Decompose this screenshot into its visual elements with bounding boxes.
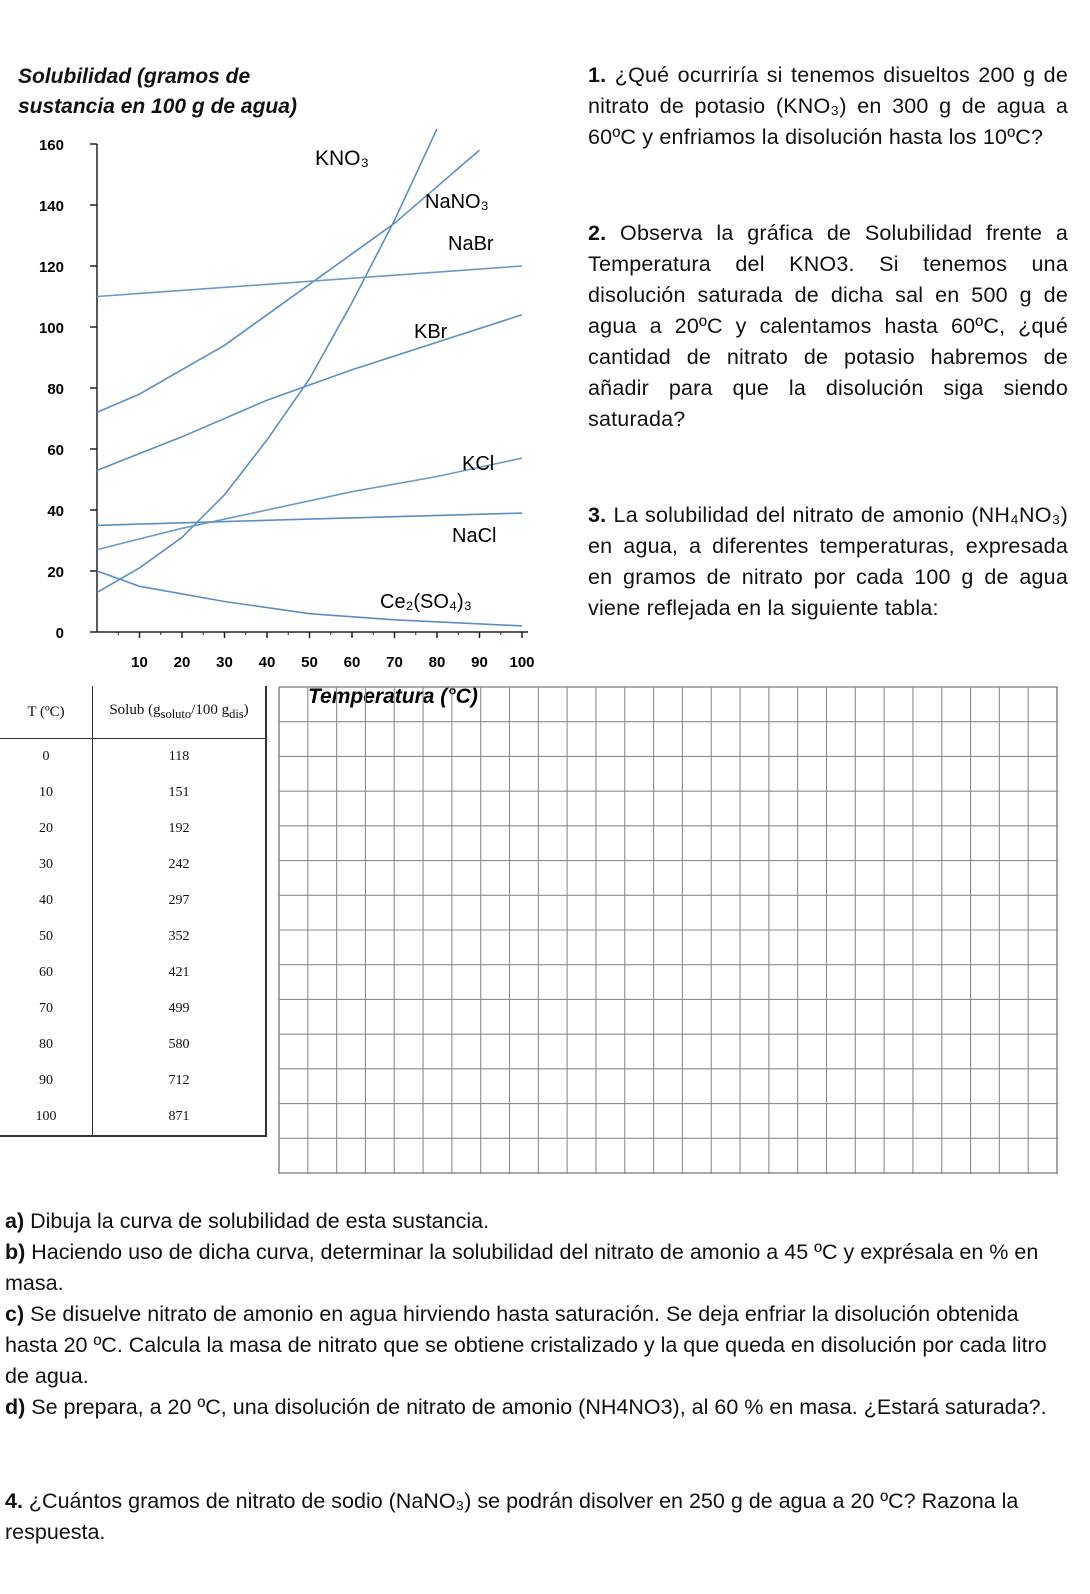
question-2 xyxy=(588,218,1068,435)
part-a-label: a) xyxy=(5,1209,25,1233)
question-2-number: 2. xyxy=(588,221,607,245)
table-cell-solubility: 118 xyxy=(93,739,267,776)
part-b-label: b) xyxy=(5,1240,26,1264)
y-tick-label: 20 xyxy=(47,564,64,581)
table-cell-solubility: 712 xyxy=(93,1063,267,1099)
x-tick-label: 20 xyxy=(173,654,191,671)
table-cell-temperature: 60 xyxy=(0,955,93,991)
question-2-text: Observa la gráfica de Solubilidad frente a Temperatura del KNO3. Si tenemos una disolución saturada de dicha sal en 500 g de agua a 20ºC y calentamos hasta 60ºC, ¿qué cantidad de nitrato de potasio habremos de añadir para que la disolución siga siendo saturada? xyxy=(588,221,1068,431)
table-row xyxy=(0,991,266,1027)
table-cell-solubility: 151 xyxy=(93,775,267,811)
series-line-nano3 xyxy=(97,150,480,412)
table-cell-temperature: 40 xyxy=(0,883,93,919)
table-cell-temperature: 50 xyxy=(0,919,93,955)
header-solubility: Solub ($g_{soluto}/100$ $g_{dis}$) xyxy=(93,686,267,739)
series-line-nabr xyxy=(97,266,522,297)
graph-paper-grid[interactable] xyxy=(278,686,1060,1176)
x-tick-label: 70 xyxy=(386,654,403,671)
table-row xyxy=(0,775,266,811)
question-3-number: 3. xyxy=(588,503,607,527)
x-tick-label: 50 xyxy=(301,654,318,671)
table-cell-solubility: 192 xyxy=(93,811,267,847)
question-4-number: 4. xyxy=(5,1489,23,1513)
series-line-kbr xyxy=(97,315,522,471)
series-label-nano3: NaNO₃ xyxy=(425,191,489,213)
question-1-number: 1. xyxy=(588,63,607,87)
table-cell-temperature: 10 xyxy=(0,775,93,811)
part-c-text: Se disuelve nitrato de amonio en agua hirviendo hasta saturación. Se deja enfriar la disolución obtenida hasta 20 ºC. Calcula la masa de nitrato que se obtiene cristalizado y la que queda en disolución por cada litro de agua. xyxy=(5,1302,1047,1388)
series-line-kno3 xyxy=(97,129,437,593)
table-cell-solubility: 499 xyxy=(93,991,267,1027)
table-row xyxy=(0,1063,266,1099)
part-d xyxy=(5,1392,1075,1423)
y-tick-label: 120 xyxy=(38,259,64,276)
y-tick-label: 160 xyxy=(38,137,64,154)
table-row xyxy=(0,955,266,991)
table-row xyxy=(0,919,266,955)
y-tick-label: 80 xyxy=(47,381,64,398)
table-row xyxy=(0,739,266,776)
x-tick-label: 10 xyxy=(131,654,148,671)
table-cell-solubility: 242 xyxy=(93,847,267,883)
x-axis-label: Temperatura (°C) xyxy=(308,685,478,708)
question-4 xyxy=(5,1486,1075,1548)
part-b-text: Haciendo uso de dicha curva, determinar la solubilidad del nitrato de amonio a 45 ºC y exprésala en % en masa. xyxy=(5,1240,1039,1295)
y-tick-label: 0 xyxy=(55,625,64,642)
series-label-nacl: NaCl xyxy=(452,525,497,547)
chart-title-line2: sustancia en 100 g de agua) xyxy=(18,95,297,118)
y-tick-label: 60 xyxy=(47,442,64,459)
series-line-nacl xyxy=(97,513,522,525)
table-cell-temperature: 20 xyxy=(0,811,93,847)
x-tick-label: 40 xyxy=(258,654,276,671)
part-a-text: Dibuja la curva de solubilidad de esta sustancia. xyxy=(30,1209,490,1233)
series-label-ce: Ce₂(SO₄)₃ xyxy=(380,591,472,613)
x-tick-label: 100 xyxy=(509,654,535,671)
table-row xyxy=(0,1027,266,1063)
x-tick-label: 30 xyxy=(216,654,233,671)
series-label-kno3: KNO₃ xyxy=(315,147,370,170)
solubility-table xyxy=(0,686,267,1137)
series-label-kcl: KCl xyxy=(462,453,495,475)
table-cell-temperature: 0 xyxy=(0,739,93,776)
solubility-chart xyxy=(0,120,560,720)
y-tick-label: 140 xyxy=(38,198,64,215)
question-1 xyxy=(588,60,1068,153)
table-row xyxy=(0,811,266,847)
part-c-label: c) xyxy=(5,1302,25,1326)
table-cell-temperature: 90 xyxy=(0,1063,93,1099)
x-tick-label: 60 xyxy=(343,654,361,671)
table-row xyxy=(0,883,266,919)
table-row xyxy=(0,1099,266,1136)
table-cell-temperature: 30 xyxy=(0,847,93,883)
y-tick-label: 100 xyxy=(38,320,64,337)
part-d-label: d) xyxy=(5,1395,26,1419)
y-tick-label: 40 xyxy=(47,503,64,520)
series-label-kbr: KBr xyxy=(414,321,448,343)
question-3 xyxy=(588,500,1068,624)
table-row xyxy=(0,847,266,883)
table-cell-solubility: 871 xyxy=(93,1099,267,1136)
table-cell-temperature: 80 xyxy=(0,1027,93,1063)
series-label-nabr: NaBr xyxy=(448,233,494,255)
table-cell-temperature: 70 xyxy=(0,991,93,1027)
question-3-text: La solubilidad del nitrato de amonio (NH₄NO₃) en agua, a diferentes temperaturas, expresada en gramos de nitrato por cada 100 g de agua viene reflejada en la siguiente tabla: xyxy=(588,503,1068,620)
table-cell-solubility: 352 xyxy=(93,919,267,955)
table-cell-temperature: 100 xyxy=(0,1099,93,1136)
x-tick-label: 80 xyxy=(428,654,446,671)
chart-title-line1: Solubilidad (gramos de xyxy=(18,65,251,88)
table-cell-solubility: 421 xyxy=(93,955,267,991)
part-c xyxy=(5,1299,1075,1392)
chart-title xyxy=(18,62,398,122)
question-1-text: ¿Qué ocurriría si tenemos disueltos 200 g de nitrato de potasio (KNO₃) en 300 g de agua a 60ºC y enfriamos la disolución hasta los 10ºC? xyxy=(588,63,1068,149)
part-d-text: Se prepara, a 20 ºC, una disolución de nitrato de amonio (NH4NO3), al 60 % en masa. ¿Estará saturada?. xyxy=(31,1395,1047,1419)
table-cell-solubility: 580 xyxy=(93,1027,267,1063)
table-cell-solubility: 297 xyxy=(93,883,267,919)
header-temperature: T (ºC) xyxy=(0,686,93,739)
part-a xyxy=(5,1206,1075,1237)
question-4-text: ¿Cuántos gramos de nitrato de sodio (NaNO₃) se podrán disolver en 250 g de agua a 20 ºC? Razona la respuesta. xyxy=(5,1489,1019,1544)
table-header-row xyxy=(0,686,266,739)
x-tick-label: 90 xyxy=(471,654,488,671)
part-b xyxy=(5,1237,1075,1299)
